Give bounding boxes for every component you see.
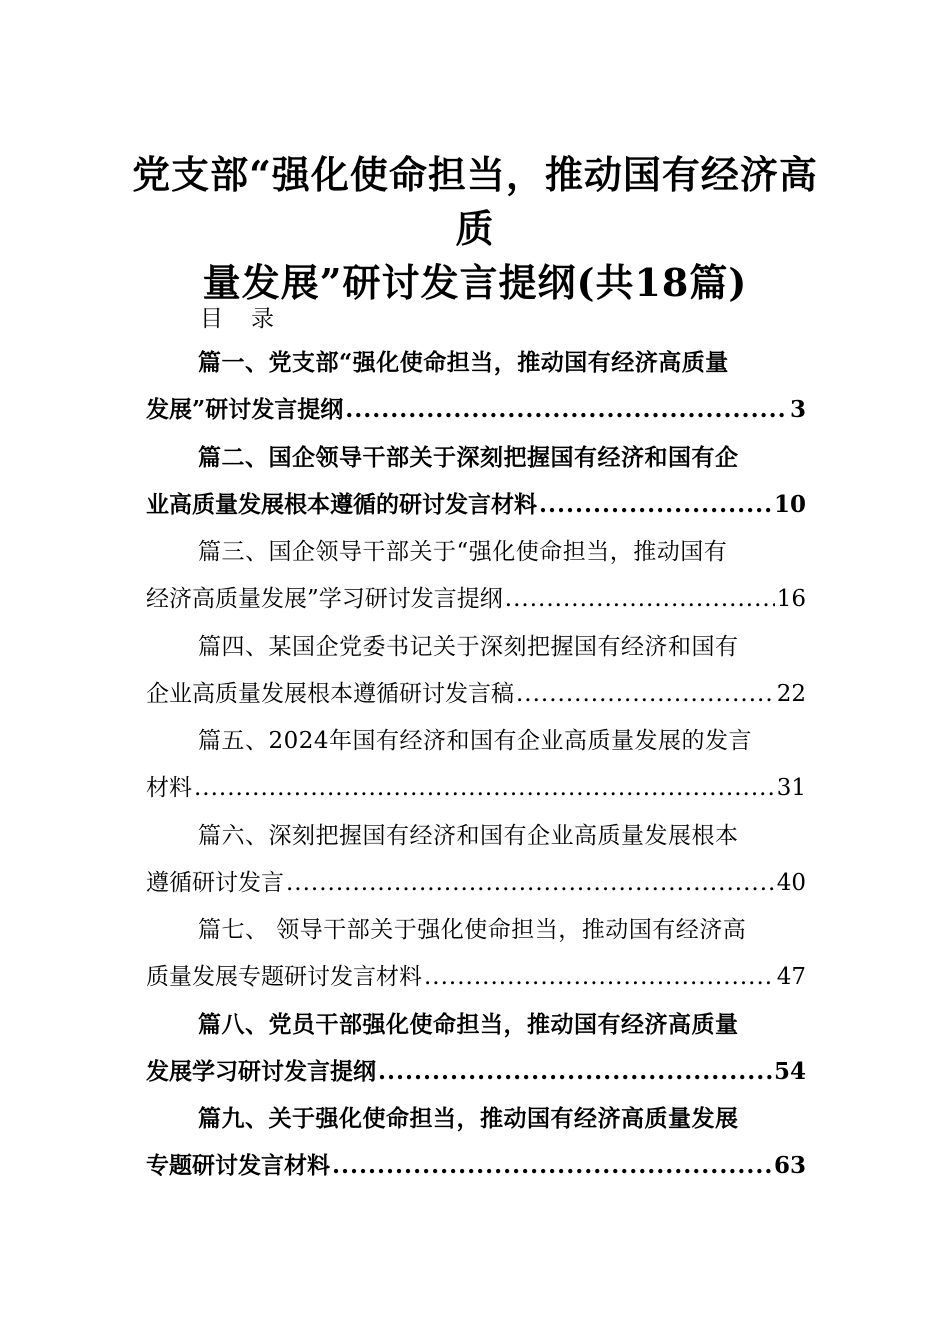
toc-entry-page-number: 31 xyxy=(776,775,806,801)
toc-entry[interactable] xyxy=(146,907,806,1002)
toc-entry-title-line-1: 篇六、深刻把握国有经济和国有企业高质量发展根本 xyxy=(198,822,739,849)
dot-leader xyxy=(539,481,772,529)
toc-entry-title-line-1: 篇三、国企领导干部关于“强化使命担当，推动国有 xyxy=(198,539,728,565)
toc-heading: 目录 xyxy=(200,306,302,332)
toc-entry-title-line-1: 篇四、某国企党委书记关于深刻把握国有经济和国有 xyxy=(198,633,739,660)
toc-entry-title-line-1: 篇五、2024年国有经济和国有企业高质量发展的发言 xyxy=(198,728,753,754)
toc-entry-line-2 xyxy=(146,575,806,623)
dot-leader xyxy=(424,953,775,1001)
dot-leader xyxy=(286,859,775,907)
dot-leader xyxy=(516,670,775,718)
toc-entry[interactable] xyxy=(146,529,806,624)
toc-entry-page-number: 54 xyxy=(773,1057,806,1085)
toc-entry[interactable] xyxy=(146,435,806,530)
toc-entry[interactable] xyxy=(146,1002,806,1097)
toc-list xyxy=(146,340,806,1191)
toc-entry-page-number: 10 xyxy=(773,490,806,518)
document-title xyxy=(130,148,820,310)
toc-entry-line-2 xyxy=(146,1142,806,1190)
dot-leader xyxy=(345,386,788,434)
dot-leader xyxy=(505,575,775,623)
toc-entry-line-2 xyxy=(146,481,806,529)
toc-entry-title-line-2: 材料 xyxy=(146,775,192,801)
toc-entry[interactable] xyxy=(146,340,806,435)
toc-entry-title-line-1: 篇九、关于强化使命担当，推动国有经济高质量发展 xyxy=(198,1105,739,1132)
dot-leader xyxy=(378,1048,772,1096)
toc-entry-page-number: 47 xyxy=(776,964,806,990)
toc-entry-page-number: 3 xyxy=(789,396,806,423)
toc-entry-page-number: 22 xyxy=(776,680,806,707)
toc-entry-title-line-1: 篇七、 领导干部关于强化使命担当，推动国有经济高 xyxy=(198,917,747,943)
toc-entry[interactable] xyxy=(146,624,806,719)
toc-entry-line-2 xyxy=(146,764,806,812)
toc-entry-page-number: 16 xyxy=(776,586,806,612)
toc-entry-title-line-2: 遵循研讨发言 xyxy=(146,869,284,896)
toc-entry-title-line-1: 篇二、国企领导干部关于深刻把握国有经济和国有企 xyxy=(198,443,739,471)
toc-entry-title-line-2: 质量发展专题研讨发言材料 xyxy=(146,964,422,990)
dot-leader xyxy=(194,764,775,812)
toc-entry-title-line-2: 发展学习研讨发言提纲 xyxy=(146,1057,376,1085)
toc-entry-title-line-2: 业高质量发展根本遵循的研讨发言材料 xyxy=(146,490,537,518)
toc-entry[interactable] xyxy=(146,718,806,813)
toc-entry-line-2 xyxy=(146,1048,806,1096)
title-line-1: 党支部“强化使命担当，推动国有经济高质 xyxy=(132,152,818,251)
title-line-2: 量发展”研讨发言提纲(共18篇) xyxy=(202,260,748,305)
toc-entry-title-line-1: 篇八、党员干部强化使命担当，推动国有经济高质量 xyxy=(198,1010,739,1038)
toc-entry-title-line-1: 篇一、党支部“强化使命担当，推动国有经济高质量 xyxy=(198,349,729,376)
toc-entry-line-2 xyxy=(146,386,806,434)
toc-entry-title-line-2: 经济高质量发展”学习研讨发言提纲 xyxy=(146,586,503,612)
toc-entry[interactable] xyxy=(146,813,806,908)
toc-entry-title-line-2: 专题研讨发言材料 xyxy=(146,1152,330,1179)
toc-entry-page-number: 63 xyxy=(773,1152,806,1179)
toc-entry[interactable] xyxy=(146,1096,806,1191)
toc-entry-title-line-2: 发展”研讨发言提纲 xyxy=(146,396,344,423)
toc-entry-title-line-2: 企业高质量发展根本遵循研讨发言稿 xyxy=(146,680,514,707)
toc-entry-line-2 xyxy=(146,670,806,718)
toc-entry-page-number: 40 xyxy=(776,869,806,896)
dot-leader xyxy=(332,1142,772,1190)
toc-entry-line-2 xyxy=(146,859,806,907)
toc-entry-line-2 xyxy=(146,953,806,1001)
